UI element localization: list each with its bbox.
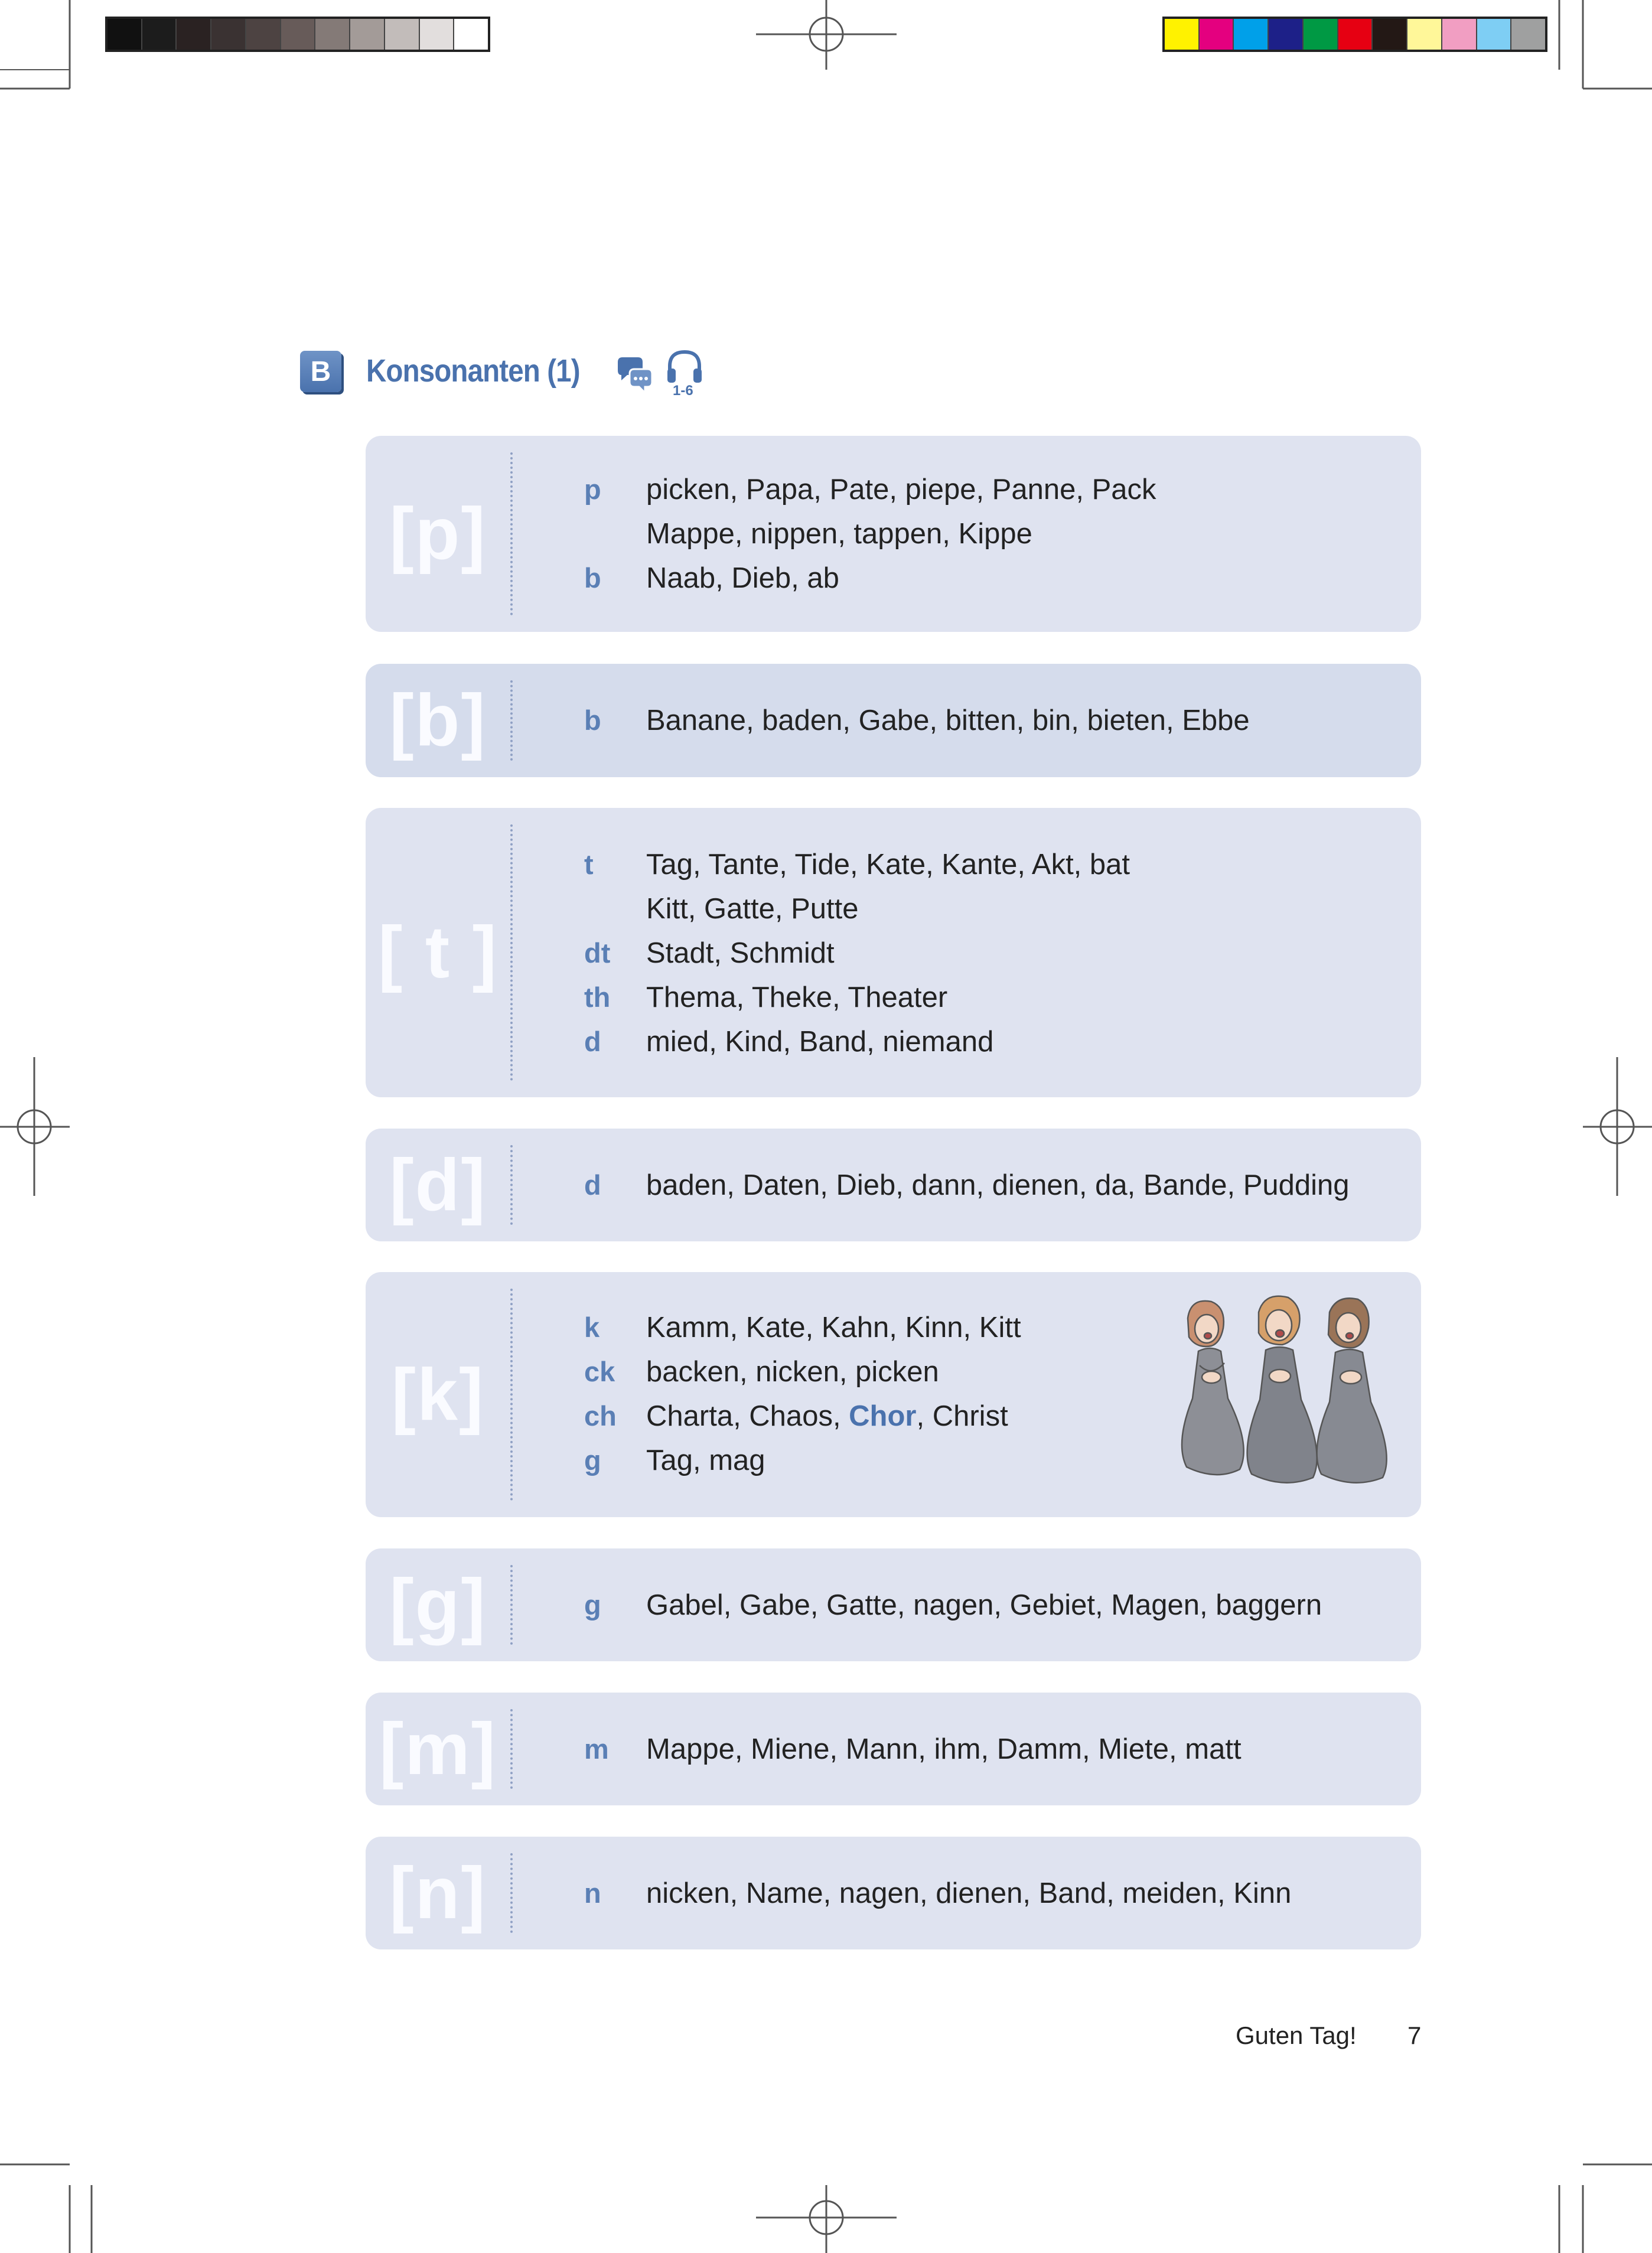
example-words: Mappe, Miene, Mann, ihm, Damm, Miete, matt <box>646 1733 1242 1765</box>
phoneme-box-k <box>366 1272 1421 1517</box>
phoneme-label: [ t ] <box>378 912 498 993</box>
spelling-letter: n <box>584 1877 601 1909</box>
page-number: 7 <box>1407 2021 1422 2049</box>
three-singing-women-illustration <box>1164 1295 1400 1495</box>
phoneme-box-p <box>366 436 1421 632</box>
example-words: backen, nicken, picken <box>646 1355 939 1388</box>
spelling-row <box>584 1019 1130 1064</box>
dotted-divider <box>510 824 513 1081</box>
dotted-divider <box>510 1289 513 1501</box>
spelling-row <box>584 467 1156 511</box>
example-words: Tag, mag <box>646 1444 765 1476</box>
spelling-row <box>584 842 1130 886</box>
phoneme-label: [b] <box>389 680 487 761</box>
spelling-row <box>584 1349 1021 1394</box>
phoneme-box-m <box>366 1693 1421 1805</box>
example-words: Kamm, Kate, Kahn, Kinn, Kitt <box>646 1311 1021 1344</box>
phoneme-box-b <box>366 664 1421 777</box>
spelling-letter: ch <box>584 1400 617 1432</box>
spelling-row <box>584 1727 1242 1771</box>
example-words: Mappe, nippen, tappen, Kippe <box>646 517 1032 550</box>
dotted-divider <box>510 452 513 615</box>
spelling-row <box>584 1305 1021 1349</box>
spelling-letter: t <box>584 849 594 880</box>
spelling-letter: b <box>584 705 601 736</box>
highlighted-word: Chor <box>849 1400 917 1432</box>
spelling-letter: d <box>584 1026 601 1057</box>
spelling-letter: dt <box>584 937 611 969</box>
book-title: Guten Tag! <box>1236 2021 1357 2049</box>
example-words: Stadt, Schmidt <box>646 937 835 969</box>
spelling-row <box>584 1163 1350 1207</box>
example-words: Banane, baden, Gabe, bitten, bin, bieten, Ebbe <box>646 704 1250 736</box>
dotted-divider <box>510 1853 513 1933</box>
spelling-row <box>584 931 1130 975</box>
section-title: Konsonanten (1) <box>366 353 580 389</box>
spelling-row <box>584 1871 1291 1915</box>
spelling-row <box>584 975 1130 1019</box>
example-words-after: , Christ <box>916 1400 1008 1432</box>
section-badge: B <box>300 351 341 392</box>
spelling-row <box>584 1394 1021 1438</box>
spelling-letter: b <box>584 562 601 594</box>
spelling-letter: p <box>584 474 601 505</box>
dotted-divider <box>510 680 513 761</box>
spelling-letter: g <box>584 1589 601 1621</box>
phoneme-label: [n] <box>389 1852 487 1934</box>
phoneme-box-n <box>366 1837 1421 1949</box>
phoneme-box-t <box>366 808 1421 1097</box>
example-words: Naab, Dieb, ab <box>646 562 839 594</box>
phoneme-box-d <box>366 1129 1421 1241</box>
speech-bubbles-icon <box>615 356 654 395</box>
spelling-row <box>584 886 1130 931</box>
example-words: Gabel, Gabe, Gatte, nagen, Gebiet, Magen, baggern <box>646 1589 1322 1621</box>
spelling-row <box>584 511 1156 556</box>
example-words: Thema, Theke, Theater <box>646 981 948 1013</box>
spelling-letter: k <box>584 1312 600 1343</box>
spelling-letter: m <box>584 1733 609 1765</box>
phoneme-box-g <box>366 1548 1421 1661</box>
example-words: picken, Papa, Pate, piepe, Panne, Pack <box>646 473 1156 506</box>
example-words: baden, Daten, Dieb, dann, dienen, da, Bande, Pudding <box>646 1169 1350 1201</box>
spelling-letter: th <box>584 982 611 1013</box>
spelling-row <box>584 1438 1021 1482</box>
dotted-divider <box>510 1565 513 1645</box>
phoneme-label: [m] <box>379 1708 497 1790</box>
spelling-row <box>584 698 1250 742</box>
example-words: nicken, Name, nagen, dienen, Band, meiden, Kinn <box>646 1877 1292 1909</box>
spelling-row <box>584 556 1156 600</box>
phoneme-label: [k] <box>391 1354 485 1436</box>
example-words-before: Charta, Chaos, <box>646 1400 849 1432</box>
spelling-letter: g <box>584 1445 601 1476</box>
spelling-row <box>584 1583 1322 1627</box>
dotted-divider <box>510 1145 513 1225</box>
audio-track-label: 1-6 <box>673 383 693 399</box>
phoneme-label: [p] <box>389 493 487 575</box>
example-words: Tag, Tante, Tide, Kate, Kante, Akt, bat <box>646 848 1130 881</box>
example-words: Kitt, Gatte, Putte <box>646 892 859 925</box>
phoneme-label: [g] <box>389 1564 487 1646</box>
example-words <box>646 1400 1008 1433</box>
phoneme-label: [d] <box>389 1144 487 1226</box>
example-words: mied, Kind, Band, niemand <box>646 1025 994 1058</box>
spelling-letter: ck <box>584 1356 615 1387</box>
dotted-divider <box>510 1709 513 1789</box>
spelling-letter: d <box>584 1169 601 1201</box>
headphones-icon <box>665 348 704 385</box>
